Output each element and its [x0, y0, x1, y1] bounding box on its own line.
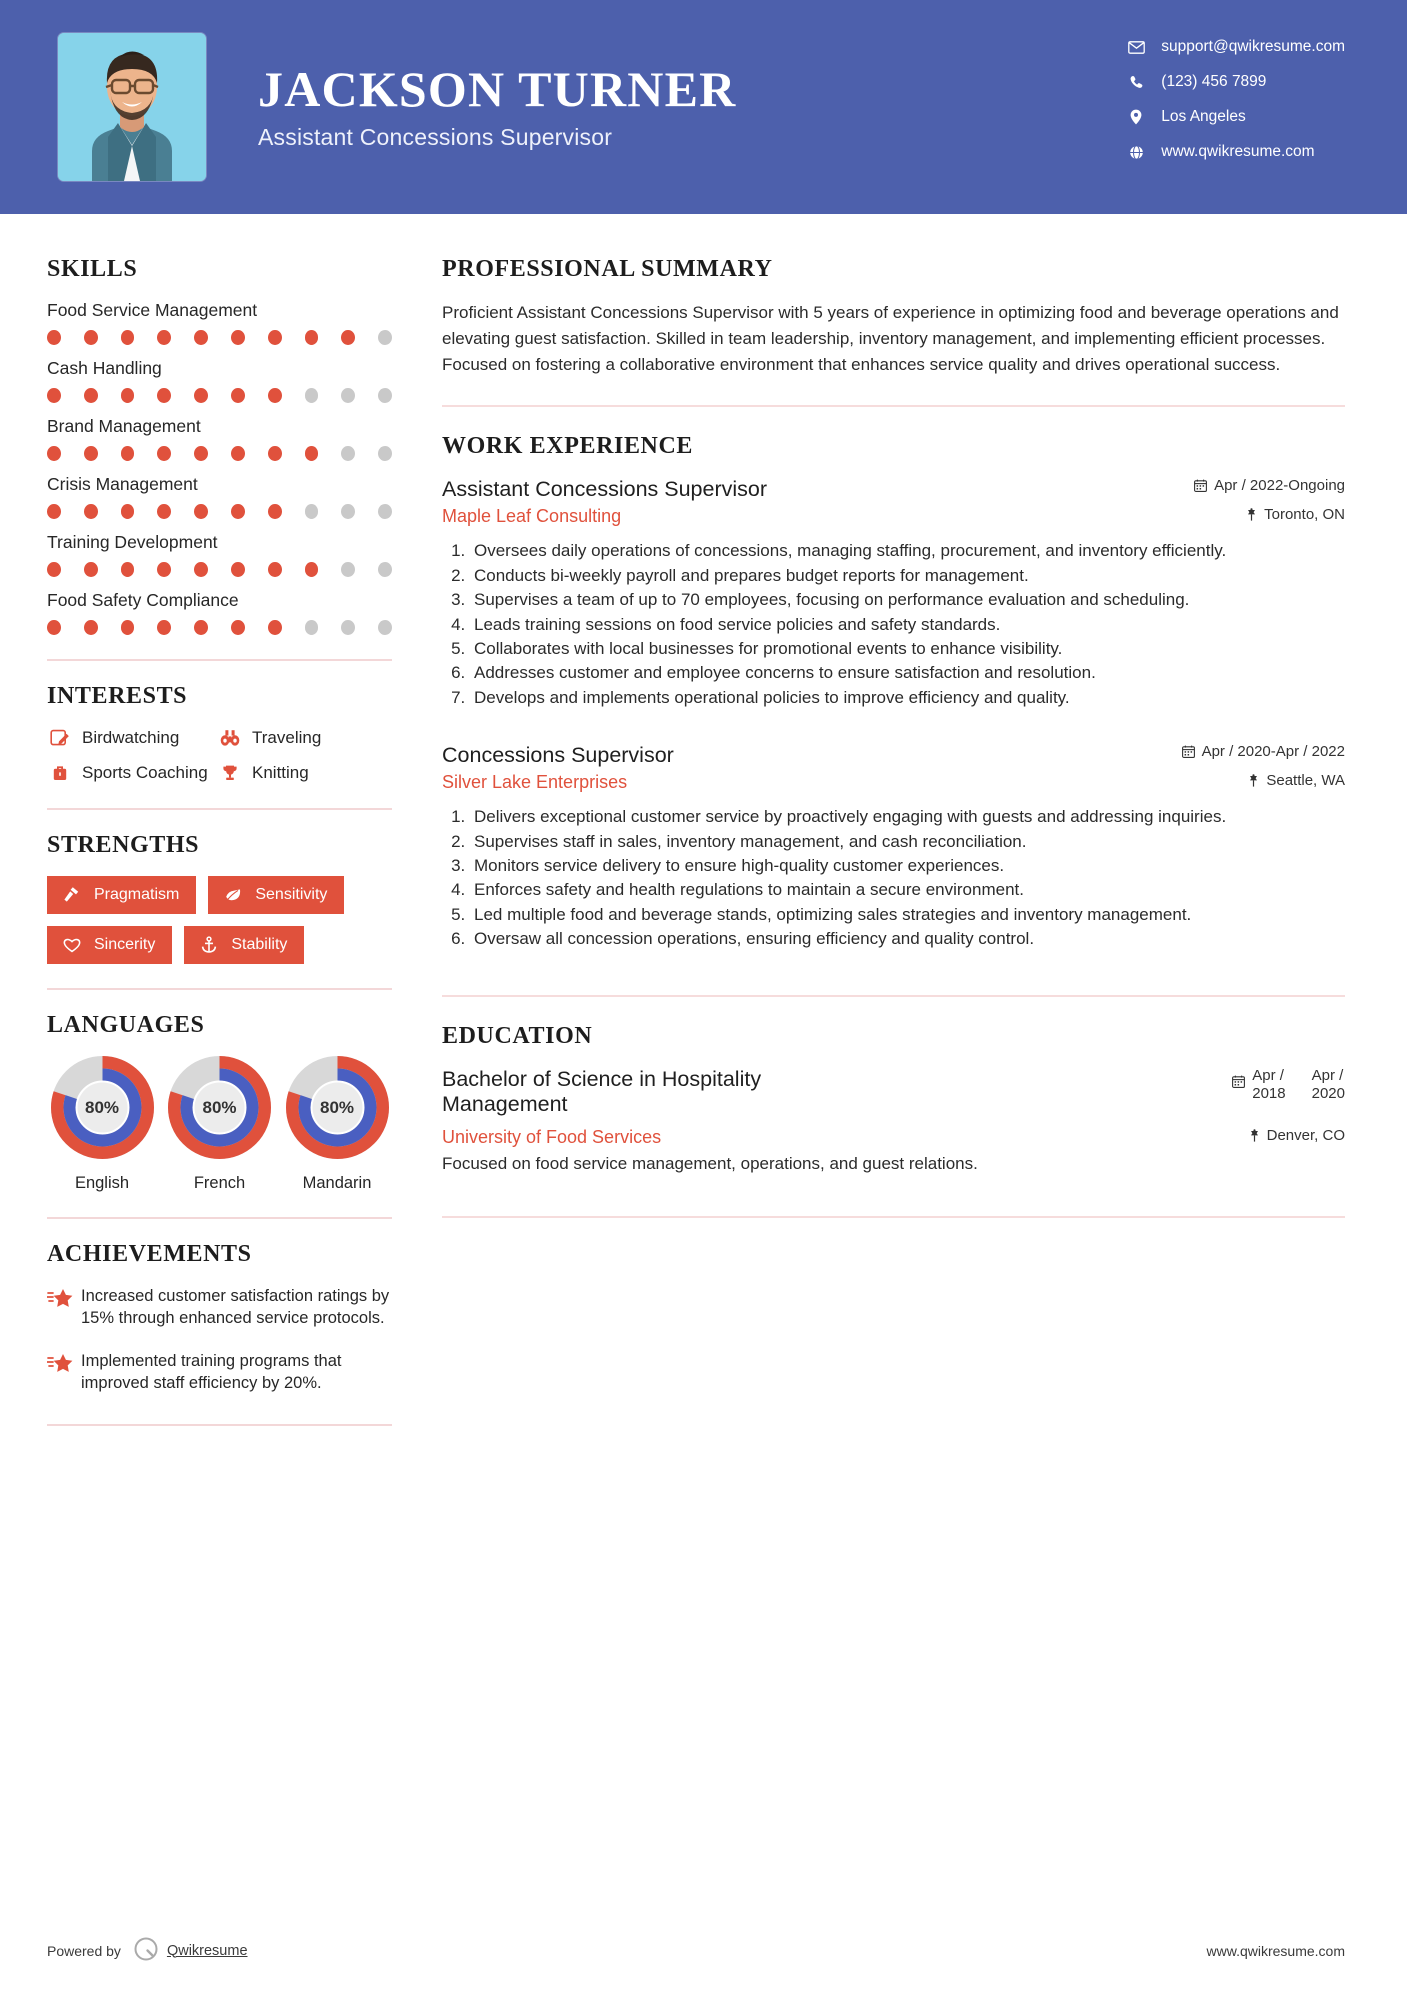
- languages-section: [47, 1012, 392, 1193]
- calendar-icon: [1194, 479, 1207, 492]
- language-donut-chart: [168, 1056, 271, 1159]
- skill-rating: [47, 446, 392, 461]
- divider: [47, 1424, 392, 1426]
- education-dates: [1232, 1067, 1345, 1103]
- location-pin-icon: [1125, 108, 1147, 126]
- divider: [442, 1216, 1345, 1218]
- strength-chip: [184, 926, 304, 964]
- language-donut-chart: [286, 1056, 389, 1159]
- divider: [47, 808, 392, 810]
- resume-header: [0, 0, 1407, 214]
- summary-title: PROFESSIONAL SUMMARY: [442, 256, 773, 282]
- powered-by-label: Powered by: [47, 1942, 121, 1959]
- interest-item: [47, 762, 217, 784]
- education-degree: Bachelor of Science in Hospitality Management: [442, 1066, 762, 1116]
- achievements-section: [47, 1241, 392, 1394]
- interest-label: Traveling: [252, 728, 322, 747]
- education-start-year: 2018: [1252, 1084, 1286, 1102]
- contact-email[interactable]: [1125, 38, 1345, 56]
- skill-item: [47, 474, 392, 519]
- job-role: Assistant Concessions Supervisor: [442, 477, 768, 502]
- duty-item: 3. Supervises a team of up to 70 employees, focusing on performance evaluation and scheduling.: [470, 588, 1345, 611]
- strength-label: Pragmatism: [94, 886, 180, 903]
- skill-label: Food Safety Compliance: [47, 590, 239, 610]
- duty-item: 5. Led multiple food and beverage stands, optimizing sales strategies and inventory management.: [470, 903, 1345, 926]
- language-item: [47, 1056, 157, 1193]
- work-experience-section: [442, 433, 1345, 950]
- resume-body: [0, 214, 1407, 1448]
- skill-label: Brand Management: [47, 416, 201, 436]
- heart-icon: [61, 936, 83, 954]
- map-pin-icon: [1248, 774, 1259, 787]
- skill-rating: [47, 504, 392, 519]
- footer: [0, 1937, 1407, 1964]
- duty-item: 3. Monitors service delivery to ensure high-quality customer experiences.: [470, 854, 1345, 877]
- education-section: [442, 1023, 1345, 1174]
- footer-url[interactable]: www.qwikresume.com: [1206, 1942, 1345, 1959]
- briefcase-icon: [47, 762, 73, 784]
- map-pin-icon: [1249, 1129, 1260, 1142]
- skill-rating: [47, 620, 392, 635]
- powered-by: [47, 1937, 248, 1964]
- education-location-text: Denver, CO: [1266, 1126, 1345, 1144]
- skill-rating: [47, 330, 392, 345]
- job-duties: [442, 539, 1345, 709]
- interest-label: Knitting: [252, 763, 309, 782]
- contact-phone[interactable]: [1125, 73, 1345, 91]
- duty-item: 1. Delivers exceptional customer service by proactively engaging with guests and addressing inquiries.: [470, 805, 1345, 828]
- leaf-icon: [222, 886, 244, 904]
- strength-chip: [47, 876, 196, 914]
- skill-label: Cash Handling: [47, 358, 162, 378]
- qwikresume-link[interactable]: Qwikresume: [166, 1942, 248, 1959]
- language-percent: 80%: [202, 1097, 237, 1117]
- binoculars-icon: [217, 727, 243, 749]
- education-end-date: [1312, 1067, 1345, 1103]
- job-entry: [442, 477, 1345, 709]
- interest-item: [217, 762, 392, 784]
- hammer-icon: [61, 886, 83, 904]
- language-label: English: [74, 1174, 130, 1192]
- job-duties: [442, 805, 1345, 951]
- achievement-text: Implemented training programs that improved staff efficiency by 20%.: [81, 1351, 342, 1392]
- strength-label: Sincerity: [94, 936, 156, 953]
- job-company: Maple Leaf Consulting: [442, 506, 622, 527]
- interest-item: [217, 727, 392, 749]
- envelope-icon: [1125, 38, 1147, 56]
- duty-item: 1. Oversees daily operations of concessions, managing staffing, procurement, and inventory efficiently.: [470, 539, 1345, 562]
- contact-website-text: www.qwikresume.com: [1161, 143, 1315, 160]
- job-company: Silver Lake Enterprises: [442, 772, 628, 793]
- divider: [47, 1217, 392, 1219]
- duty-item: 7. Develops and implements operational policies to improve efficiency and quality.: [470, 686, 1345, 709]
- calendar-icon: [1232, 1075, 1245, 1088]
- education-start-date: [1252, 1067, 1285, 1103]
- duty-item: 5. Collaborates with local businesses for promotional events to enhance visibility.: [470, 637, 1345, 660]
- strengths-section: [47, 832, 392, 964]
- skill-item: [47, 416, 392, 461]
- strength-chip: [47, 926, 172, 964]
- strength-chip: [208, 876, 344, 914]
- language-item: [282, 1056, 392, 1193]
- contact-website[interactable]: [1125, 143, 1345, 161]
- name-block: [258, 63, 736, 151]
- job-dates-text: Apr / 2022-Ongoing: [1214, 477, 1345, 495]
- education-school: University of Food Services: [442, 1126, 662, 1147]
- skill-rating: [47, 562, 392, 577]
- work-experience-title: WORK EXPERIENCE: [442, 433, 694, 460]
- duty-item: 2. Supervises staff in sales, inventory management, and cash reconciliation.: [470, 830, 1345, 853]
- languages-title: LANGUAGES: [47, 1012, 205, 1038]
- profile-photo: [58, 33, 206, 181]
- job-location: [1246, 506, 1345, 523]
- summary-text: Proficient Assistant Concessions Supervisor with 5 years of experience in optimizing food and beverage operations and elevating guest satisfaction. Skilled in team leadership, inventory management, and implementing efficient processes. Focused on fostering a collaborative environment that enhances service quality and drives operational success.: [442, 303, 1339, 374]
- main-content: [400, 214, 1407, 1448]
- skill-label: Food Service Management: [47, 300, 258, 320]
- summary-section: [442, 256, 1345, 377]
- contact-location-text: Los Angeles: [1161, 108, 1246, 125]
- star-icon: [47, 1350, 81, 1395]
- contact-email-text: support@qwikresume.com: [1161, 38, 1345, 55]
- achievement-item: [47, 1350, 392, 1395]
- anchor-icon: [198, 936, 220, 954]
- phone-icon: [1125, 73, 1147, 91]
- divider: [47, 988, 392, 990]
- interests-title: INTERESTS: [47, 683, 188, 709]
- education-description: Focused on food service management, operations, and guest relations.: [442, 1153, 978, 1173]
- strengths-title: STRENGTHS: [47, 832, 200, 858]
- job-entry: [442, 743, 1345, 950]
- map-pin-icon: [1246, 508, 1257, 521]
- divider: [47, 659, 392, 661]
- education-start-month: Apr /: [1252, 1066, 1284, 1084]
- job-dates-text: Apr / 2020-Apr / 2022: [1201, 743, 1345, 761]
- duty-item: 4. Enforces safety and health regulations to maintain a secure environment.: [470, 878, 1345, 901]
- duty-item: 6. Oversaw all concession operations, ensuring efficiency and quality control.: [470, 927, 1345, 950]
- contact-list: [1125, 38, 1345, 161]
- job-dates: [1169, 743, 1345, 760]
- star-icon: [47, 1285, 81, 1330]
- language-percent: 80%: [84, 1097, 120, 1117]
- job-location-text: Seattle, WA: [1266, 772, 1345, 790]
- job-dates: [1169, 477, 1345, 494]
- language-item: [165, 1056, 275, 1193]
- job-role: Concessions Supervisor: [442, 743, 674, 768]
- strength-label: Sensitivity: [255, 886, 328, 903]
- achievements-title: ACHIEVEMENTS: [47, 1241, 252, 1267]
- skill-label: Crisis Management: [47, 474, 198, 494]
- job-location: [1248, 772, 1345, 789]
- language-label: French: [193, 1174, 246, 1192]
- qwikresume-logo-icon: [134, 1937, 158, 1964]
- achievement-item: [47, 1285, 392, 1330]
- sidebar: [0, 214, 400, 1448]
- interests-section: [47, 683, 392, 784]
- calendar-icon: [1182, 745, 1195, 758]
- divider: [442, 995, 1345, 997]
- duty-item: 6. Addresses customer and employee concerns to ensure satisfaction and resolution.: [470, 661, 1345, 684]
- language-donut-chart: [51, 1056, 154, 1159]
- divider: [442, 405, 1345, 407]
- contact-location: [1125, 108, 1345, 126]
- strength-label: Stability: [231, 936, 288, 953]
- pen-note-icon: [47, 727, 73, 749]
- candidate-job-title: Assistant Concessions Supervisor: [258, 123, 613, 150]
- globe-icon: [1125, 143, 1147, 161]
- language-percent: 80%: [319, 1097, 355, 1117]
- duty-item: 4. Leads training sessions on food service policies and safety standards.: [470, 613, 1345, 636]
- education-location: [1249, 1127, 1345, 1144]
- interest-label: Sports Coaching: [82, 763, 208, 782]
- interest-item: [47, 727, 217, 749]
- job-location-text: Toronto, ON: [1264, 506, 1345, 524]
- skill-rating: [47, 388, 392, 403]
- contact-phone-text: (123) 456 7899: [1161, 73, 1267, 90]
- education-title: EDUCATION: [442, 1022, 593, 1049]
- trophy-icon: [217, 762, 243, 784]
- language-label: Mandarin: [302, 1174, 372, 1192]
- education-end-month: Apr /: [1311, 1066, 1344, 1084]
- achievement-text: Increased customer satisfaction ratings by 15% through enhanced service protocols.: [81, 1287, 390, 1328]
- skills-section: [47, 256, 392, 635]
- duty-item: 2. Conducts bi-weekly payroll and prepares budget reports for management.: [470, 564, 1345, 587]
- skill-item: [47, 300, 392, 345]
- education-end-year: 2020: [1311, 1084, 1345, 1102]
- skill-label: Training Development: [47, 532, 218, 552]
- interest-label: Birdwatching: [82, 728, 180, 747]
- skill-item: [47, 358, 392, 403]
- candidate-name: JACKSON TURNER: [258, 61, 737, 118]
- skill-item: [47, 590, 392, 635]
- skill-item: [47, 532, 392, 577]
- skills-title: SKILLS: [47, 256, 138, 282]
